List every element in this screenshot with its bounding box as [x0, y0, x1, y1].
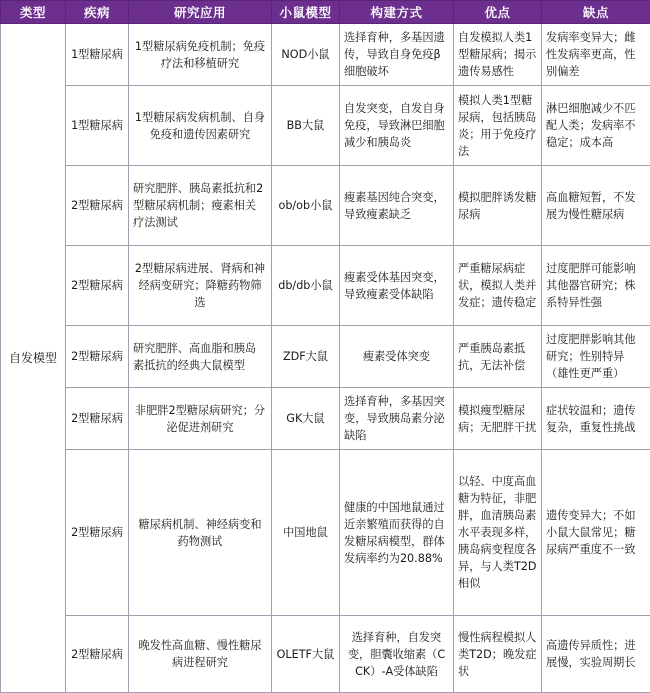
header-disease: 疾病: [66, 1, 129, 24]
model-cell: ZDF大鼠: [272, 326, 340, 388]
disease-cell: 2型糖尿病: [66, 616, 129, 693]
model-cell: 中国地鼠: [272, 450, 340, 616]
cons-cell: 遗传变异大；不如小鼠大鼠常见；糖尿病严重度不一致: [542, 450, 650, 616]
cons-cell: 高血糖短暂，不发展为慢性糖尿病: [542, 166, 650, 246]
pros-cell: 模拟肥胖诱发糖尿病: [454, 166, 542, 246]
cons-cell: 发病率变异大；雌性发病率更高，性别偏差: [542, 24, 650, 86]
pros-cell: 模拟人类1型糖尿病，包括胰岛炎；用于免疫疗法: [454, 86, 542, 166]
header-mouse-model: 小鼠模型: [272, 1, 340, 24]
type-cell: 自发模型: [1, 24, 66, 693]
application-cell: 晚发性高血糖、慢性糖尿病进程研究: [129, 616, 272, 693]
application-cell: 研究肥胖、胰岛素抵抗和2型糖尿病机制；瘦素相关疗法测试: [129, 166, 272, 246]
table-row: [1, 326, 650, 388]
application-cell: 非肥胖2型糖尿病研究；分泌促进剂研究: [129, 388, 272, 450]
application-cell: 1型糖尿病发病机制、自身免疫和遗传因素研究: [129, 86, 272, 166]
cons-cell: 过度肥胖可能影响其他器官研究；株系特异性强: [542, 246, 650, 326]
application-cell: 1型糖尿病免疫机制；免疫疗法和移植研究: [129, 24, 272, 86]
application-cell: 糖尿病机制、神经病变和药物测试: [129, 450, 272, 616]
application-cell: 2型糖尿病进展、肾病和神经病变研究；降糖药物筛选: [129, 246, 272, 326]
cons-cell: 淋巴细胞减少不匹配人类；发病率不稳定；成本高: [542, 86, 650, 166]
method-cell: 健康的中国地鼠通过近亲繁殖而获得的自发糖尿病模型，群体发病率约为20.88%: [340, 450, 454, 616]
disease-cell: 2型糖尿病: [66, 326, 129, 388]
disease-cell: 1型糖尿病: [66, 86, 129, 166]
model-cell: OLETF大鼠: [272, 616, 340, 693]
table-row: [1, 24, 650, 86]
method-cell: 选择育种，自发突变，胆囊收缩素（CCK）-A受体缺陷: [340, 616, 454, 693]
method-cell: 自发突变，自发自身免疫，导致淋巴细胞减少和胰岛炎: [340, 86, 454, 166]
method-cell: 选择育种，多基因遗传，导致自身免疫β细胞破坏: [340, 24, 454, 86]
model-cell: BB大鼠: [272, 86, 340, 166]
disease-cell: 2型糖尿病: [66, 246, 129, 326]
model-cell: GK大鼠: [272, 388, 340, 450]
header-application: 研究应用: [129, 1, 272, 24]
pros-cell: 以轻、中度高血糖为特征，非肥胖，血清胰岛素水平表现多样，胰岛病变程度各异，与人类T2D相似: [454, 450, 542, 616]
header-type: 类型: [1, 1, 66, 24]
pros-cell: 严重糖尿病症状，模拟人类并发症；遗传稳定: [454, 246, 542, 326]
pros-cell: 模拟瘦型糖尿病；无肥胖干扰: [454, 388, 542, 450]
disease-cell: 1型糖尿病: [66, 24, 129, 86]
method-cell: 瘦素受体基因突变，导致瘦素受体缺陷: [340, 246, 454, 326]
table-header-row: [1, 1, 650, 24]
disease-cell: 2型糖尿病: [66, 166, 129, 246]
table-row: [1, 388, 650, 450]
pros-cell: 自发模拟人类1型糖尿病；揭示遗传易感性: [454, 24, 542, 86]
method-cell: 瘦素受体突变: [340, 326, 454, 388]
pros-cell: 慢性病程模拟人类T2D；晚发症状: [454, 616, 542, 693]
model-cell: db/db小鼠: [272, 246, 340, 326]
table-row: [1, 166, 650, 246]
header-construction-method: 构建方式: [340, 1, 454, 24]
cons-cell: 症状较温和；遗传复杂，重复性挑战: [542, 388, 650, 450]
table-row: [1, 616, 650, 693]
header-advantages: 优点: [454, 1, 542, 24]
table-row: [1, 246, 650, 326]
cons-cell: 过度肥胖影响其他研究；性别特异（雄性更严重）: [542, 326, 650, 388]
disease-cell: 2型糖尿病: [66, 450, 129, 616]
method-cell: 选择育种，多基因突变，导致胰岛素分泌缺陷: [340, 388, 454, 450]
table-row: [1, 86, 650, 166]
cons-cell: 高遗传异质性；进展慢，实验周期长: [542, 616, 650, 693]
table-row: [1, 450, 650, 616]
method-cell: 瘦素基因纯合突变，导致瘦素缺乏: [340, 166, 454, 246]
pros-cell: 严重胰岛素抵抗，无法补偿: [454, 326, 542, 388]
disease-cell: 2型糖尿病: [66, 388, 129, 450]
model-cell: NOD小鼠: [272, 24, 340, 86]
header-disadvantages: 缺点: [542, 1, 650, 24]
application-cell: 研究肥胖、高血脂和胰岛素抵抗的经典大鼠模型: [129, 326, 272, 388]
model-cell: ob/ob小鼠: [272, 166, 340, 246]
